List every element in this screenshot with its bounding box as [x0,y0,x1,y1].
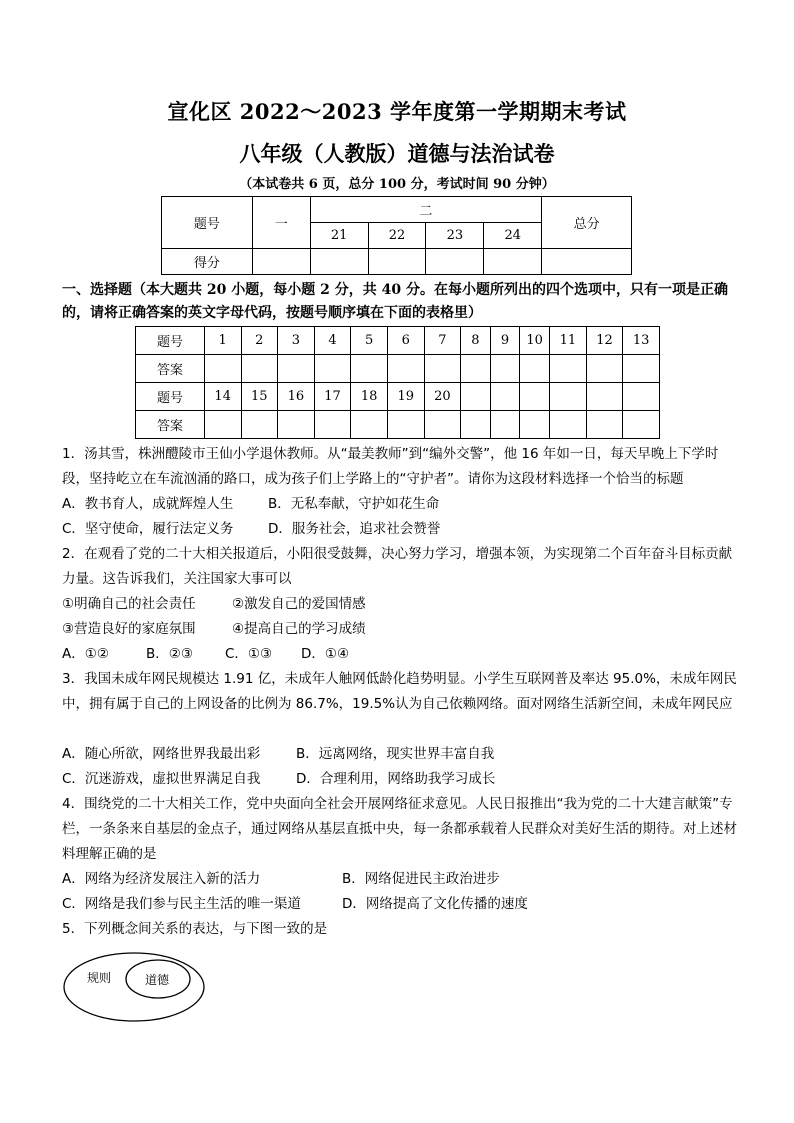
question-1-option-c: C．坚守使命，履行法定义务 [62,521,234,537]
score-table-sub-number: 24 [484,223,542,249]
answer-cell[interactable] [204,411,241,439]
answer-cell[interactable] [241,355,278,383]
score-table-sub-number: 21 [310,223,368,249]
score-cell[interactable] [310,249,368,275]
score-table-question-label: 题号 [162,197,253,249]
answer-table-question-number: 12 [586,327,623,355]
answer-cell [623,383,660,411]
score-table-sub-number: 23 [426,223,484,249]
answer-table-question-number: 6 [387,327,424,355]
exam-subtitle: （本试卷共 6 页，总分 100 分，考试时间 90 分钟） [239,177,555,192]
question-4-option-d: D．网络提高了文化传播的速度 [342,896,528,912]
answer-cell[interactable] [490,355,520,383]
answer-cell[interactable] [387,355,424,383]
question-1-option-a: A．教书育人，成就辉煌人生 [62,496,234,512]
score-table [161,196,632,275]
answer-cell [550,411,587,439]
answer-cell [586,411,623,439]
score-cell[interactable] [252,249,310,275]
answer-table-question-number: 4 [314,327,351,355]
answer-table-question-label: 题号 [136,383,205,411]
outer-ellipse [64,953,204,1021]
question-2-stem: 2．在观看了党的二十大相关报道后，小阳很受鼓舞，决心努力学习，增强本领，为实现第二个百年奋斗目标贡献力量。这告诉我们，关注国家大事可以 [62,546,733,587]
answer-table-question-number: 14 [204,383,241,411]
answer-cell[interactable] [278,355,315,383]
score-table-part2: 二 [310,197,542,223]
answer-cell[interactable] [204,355,241,383]
answer-cell[interactable] [550,355,587,383]
answer-table-question-number: 18 [351,383,388,411]
question-3-option-c: C．沉迷游戏，虚拟世界满足自我 [62,771,261,787]
question-4-option-a: A．网络为经济发展注入新的活力 [62,871,261,887]
exam-title-line1: 宣化区 2022～2023 学年度第一学期期末考试 [167,99,627,124]
question-1-option-d: D．服务社会，追求社会赞誉 [268,521,441,537]
answer-table-question-number: 17 [314,383,351,411]
answer-table-question-number: 8 [461,327,491,355]
question-2-option-b: B．②③ [146,646,193,662]
score-table-part1: 一 [252,197,310,249]
answer-table-question-number: 11 [550,327,587,355]
question-3-option-d: D．合理利用，网络助我学习成长 [296,771,496,787]
answer-table-answer-label: 答案 [136,411,205,439]
answer-cell[interactable] [241,411,278,439]
question-3-option-b: B．远离网络，现实世界丰富自我 [296,746,495,762]
answer-cell [586,383,623,411]
answer-table-question-number: 20 [424,383,461,411]
question-3-option-a: A．随心所欲，网络世界我最出彩 [62,746,261,762]
concept-venn-diagram [62,951,207,1023]
answer-table-question-number: 9 [490,327,520,355]
answer-table-question-number: 2 [241,327,278,355]
answer-cell[interactable] [586,355,623,383]
answer-cell[interactable] [387,411,424,439]
answer-cell[interactable] [461,355,491,383]
answer-cell [623,411,660,439]
question-2-statement-3: ③营造良好的家庭氛围 [62,621,196,637]
answer-table-question-number: 10 [520,327,550,355]
diagram-outer-label: 规则 [87,971,112,985]
score-table-sub-number: 22 [368,223,426,249]
answer-table-answer-label: 答案 [136,355,205,383]
question-1-stem: 1．汤其雪，株洲醴陵市王仙小学退休教师。从“最美教师”到“编外交警”，他 16 年如一日，每天早晚上下学时段，坚持屹立在车流汹涌的路口，成为孩子们上学路上的“守护者”。请你为这段材料选择一个恰当的标题 [62,446,719,487]
exam-title-line2: 八年级（人教版）道德与法治试卷 [239,141,555,166]
answer-cell[interactable] [278,411,315,439]
question-2-statement-2: ②激发自己的爱国情感 [232,596,366,612]
answer-cell [461,411,491,439]
answer-table-question-number: 5 [351,327,388,355]
answer-cell[interactable] [351,355,388,383]
score-cell[interactable] [426,249,484,275]
question-2-option-a: A．①② [62,646,109,662]
answer-table-question-number: 13 [623,327,660,355]
answer-table [135,326,660,439]
question-5-stem: 5．下列概念间关系的表达，与下图一致的是 [62,921,328,937]
score-table-score-label: 得分 [162,249,253,275]
answer-table-question-number: 7 [424,327,461,355]
answer-cell[interactable] [623,355,660,383]
score-cell[interactable] [484,249,542,275]
diagram-inner-label: 道德 [145,973,170,987]
question-4-option-c: C．网络是我们参与民主生活的唯一渠道 [62,896,301,912]
answer-cell[interactable] [424,411,461,439]
answer-cell[interactable] [351,411,388,439]
answer-table-question-number: 3 [278,327,315,355]
question-2-option-c: C．①③ [225,646,273,662]
question-2-statement-4: ④提高自己的学习成绩 [232,621,366,637]
answer-cell[interactable] [314,411,351,439]
section1-heading: 一、选择题（本大题共 20 小题，每小题 2 分，共 40 分。在每小题所列出的四个选项中，只有一项是正确的，请将正确答案的英文字母代码，按题号顺序填在下面的表格里） [62,282,728,321]
answer-cell [520,383,550,411]
answer-table-question-label: 题号 [136,327,205,355]
answer-cell [490,411,520,439]
answer-cell [520,411,550,439]
answer-table-question-number: 19 [387,383,424,411]
score-cell[interactable] [542,249,632,275]
answer-cell[interactable] [314,355,351,383]
answer-table-question-number: 16 [278,383,315,411]
score-cell[interactable] [368,249,426,275]
question-4-stem: 4．围绕党的二十大相关工作，党中央面向全社会开展网络征求意见。人民日报推出“我为党的二十大建言献策”专栏，一条条来自基层的金点子，通过网络从基层直抵中央，每一条都承载着人民群众对美好生活的期待。对上述材料理解正确的是 [62,796,737,862]
question-1-option-b: B．无私奉献，守护如花生命 [268,496,440,512]
answer-table-question-number: 15 [241,383,278,411]
answer-cell[interactable] [520,355,550,383]
question-2-statement-1: ①明确自己的社会责任 [62,596,196,612]
answer-cell [490,383,520,411]
score-table-total: 总分 [542,197,632,249]
answer-cell [550,383,587,411]
question-2-option-d: D．①④ [301,646,350,662]
question-3-stem: 3．我国未成年网民规模达 1.91 亿，未成年人触网低龄化趋势明显。小学生互联网普及率达 95.0%，未成年网民中，拥有属于自己的上网设备的比例为 86.7%，19.5%认为自己依赖网络。面对网络生活新空间，未成年网民应 [62,671,737,712]
answer-cell[interactable] [424,355,461,383]
question-4-option-b: B．网络促进民主政治进步 [342,871,500,887]
answer-table-question-number: 1 [204,327,241,355]
answer-cell [461,383,491,411]
